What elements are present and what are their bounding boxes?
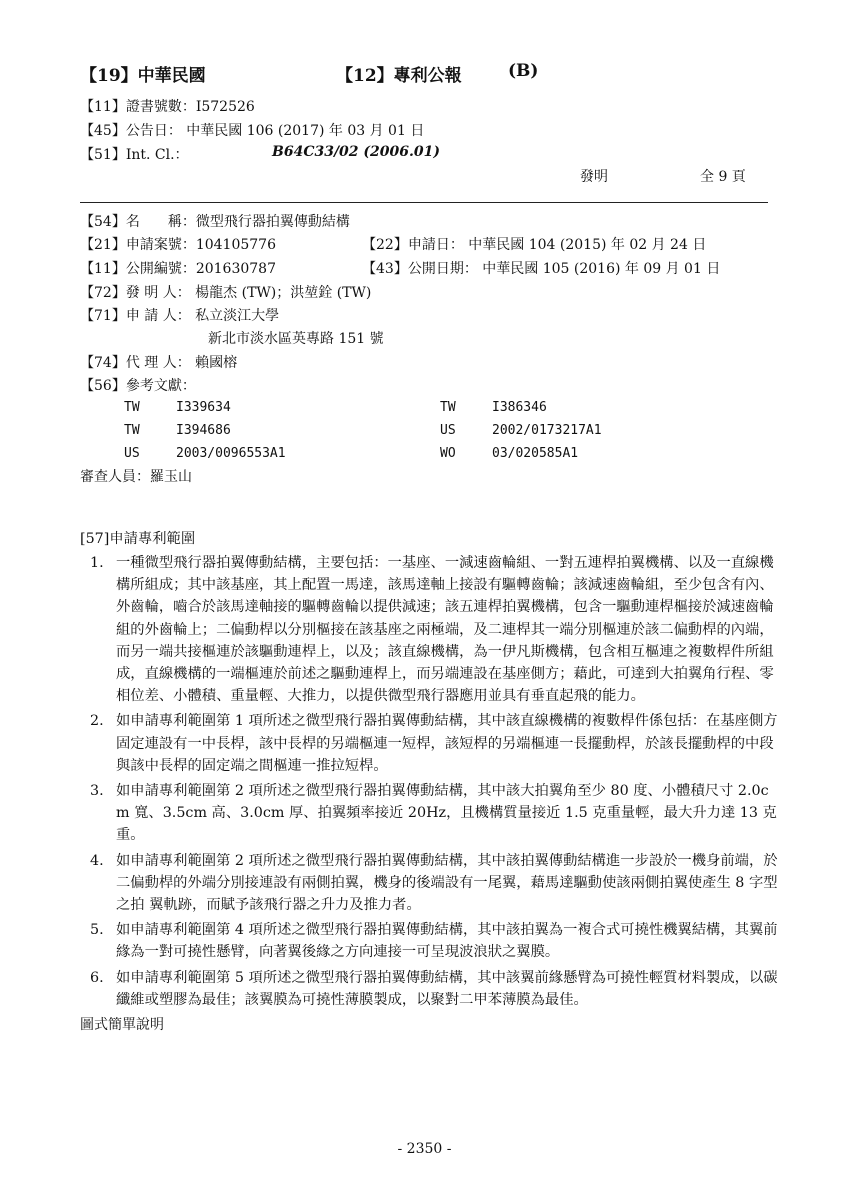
claim-number: 3.: [90, 783, 104, 800]
applicant: 【71】申 請 人： 私立淡江大學: [80, 308, 280, 324]
ref-country: TW: [440, 400, 456, 415]
ref-number: I386346: [492, 400, 547, 415]
claim-text: 如申請專利範圍第 2 項所述之微型飛行器拍翼傳動結構，其中該大拍翼角至少 80 度、小體積尺寸 2.0cm 寬、3.5cm 高、3.0cm 厚、拍翼頻率接近 20Hz，且機構質量接近 1.5 克重量輕，最大升力達 13 克重。: [116, 783, 777, 844]
ref-country: TW: [124, 423, 140, 438]
claim-item: [80, 552, 780, 707]
application-date: 【22】申請日： 中華民國 104 (2015) 年 02 月 24 日: [362, 237, 707, 253]
ref-number: 2002/0173217A1: [492, 423, 602, 438]
claim-number: 1.: [90, 555, 104, 571]
publication-number: 【11】公開編號：201630787: [80, 261, 276, 277]
category: 發明: [580, 169, 608, 185]
ref-number: I394686: [176, 423, 231, 438]
page-number: - 2350 -: [397, 1141, 452, 1157]
claim-number: 2.: [90, 713, 104, 730]
announce-date: 【45】公告日： 中華民國 106 (2017) 年 03 月 01 日: [80, 123, 425, 139]
figures-description-label: 圖式簡單說明: [80, 1017, 164, 1034]
publication-date: 【43】公開日期： 中華民國 105 (2016) 年 09 月 01 日: [362, 261, 721, 277]
title-field: 【54】名 稱：微型飛行器拍翼傳動結構: [80, 214, 350, 230]
ref-number: 2003/0096553A1: [176, 446, 286, 461]
claim-text: 一種微型飛行器拍翼傳動結構，主要包括：一基座、一減速齒輪組、一對五連桿拍翼機構、以及一直線機構所組成；其中該基座，其上配置一馬達，該馬達軸上接設有驅轉齒輪；該減速齒輪組，至少包含有內、外齒輪，嚙合於該馬達軸接的驅轉齒輪以提供減速；該五連桿拍翼機構，包含一驅動連桿樞接於減速齒輪組的外齒輪上；二偏動桿以分別樞接在該基座之兩極端，及二連桿其一端分別樞連於該二偏動桿的內端，而另一端共接樞連於該驅動連桿上，以及；該直線機構，為一伊凡斯機構，包含相互樞連之複數桿件所組成，直線機構的一端樞連於前述之驅動連桿上，而另端連設在基座側方；藉此，可達到大拍翼角行程、零相位差、小體積、重量輕、大推力，以提供微型飛行器應用並具有垂直起飛的能力。: [116, 555, 774, 705]
claim-item: [80, 850, 780, 917]
claim-number: 6.: [90, 969, 104, 986]
claim-item: [80, 967, 780, 1011]
int-cl-label: 【51】Int. Cl.：: [80, 147, 189, 163]
claim-item: [80, 780, 780, 847]
ref-number: I339634: [176, 400, 231, 415]
header-divider: [80, 202, 768, 203]
page-count: 全 9 頁: [700, 169, 746, 185]
ref-country: TW: [124, 400, 140, 415]
doc-type-label: 【12】專利公報: [336, 66, 462, 86]
agent: 【74】代 理 人： 賴國榕: [80, 355, 238, 371]
references-label: 【56】參考文獻：: [80, 378, 196, 394]
ref-country: WO: [440, 446, 456, 461]
examiner: 審查人員：羅玉山: [80, 469, 192, 485]
ref-country: US: [124, 446, 140, 461]
ref-number: 03/020585A1: [492, 446, 579, 461]
claims-heading: [57]申請專利範圍: [80, 531, 196, 547]
application-number: 【21】申請案號：104105776: [80, 237, 276, 253]
certificate-number: 【11】證書號數：I572526: [80, 99, 255, 115]
claims-section: [80, 528, 780, 1034]
inventors: 【72】發 明 人： 楊龍杰 (TW)；洪堃銓 (TW): [80, 285, 372, 301]
applicant-address: 新北市淡水區英專路 151 號: [208, 331, 384, 347]
claim-text: 如申請專利範圍第 2 項所述之微型飛行器拍翼傳動結構，其中該拍翼傳動結構進一步設於一機身前端，於二偏動桿的外端分別接連設有兩側拍翼，機身的後端設有一尾翼，藉馬達驅動使該兩側拍翼使產生 8 字型之拍 翼軌跡，而賦予該飛行器之升力及推力者。: [116, 852, 778, 914]
claim-item: [80, 919, 780, 963]
claim-text: 如申請專利範圍第 5 項所述之微型飛行器拍翼傳動結構，其中該翼前緣懸臂為可撓性輕質材料製成，以碳纖維或塑膠為最佳；該翼膜為可撓性薄膜製成，以聚對二甲苯薄膜為最佳。: [116, 969, 778, 1008]
claim-number: 5.: [90, 922, 104, 939]
kind-code: (B): [508, 61, 539, 81]
ref-country: US: [440, 423, 456, 438]
country-label: 【19】中華民國: [80, 66, 206, 86]
claim-text: 如申請專利範圍第 1 項所述之微型飛行器拍翼傳動結構，其中該直線機構的複數桿件係包括：在基座側方固定連設有一中長桿，該中長桿的另端樞連一短桿，該短桿的另端樞連一長擺動桿，於該長擺動桿的中段與該中長桿的固定端之間樞連一推拉短桿。: [116, 713, 778, 774]
claim-text: 如申請專利範圍第 4 項所述之微型飛行器拍翼傳動結構，其中該拍翼為一複合式可撓性機翼結構，其翼前緣為一對可撓性懸臂，向著翼後緣之方向連接一可呈現波浪狀之翼膜。: [116, 922, 778, 961]
claim-number: 4.: [90, 852, 104, 869]
int-cl-value: B64C33/02 (2006.01): [272, 144, 440, 160]
claim-item: [80, 710, 780, 777]
